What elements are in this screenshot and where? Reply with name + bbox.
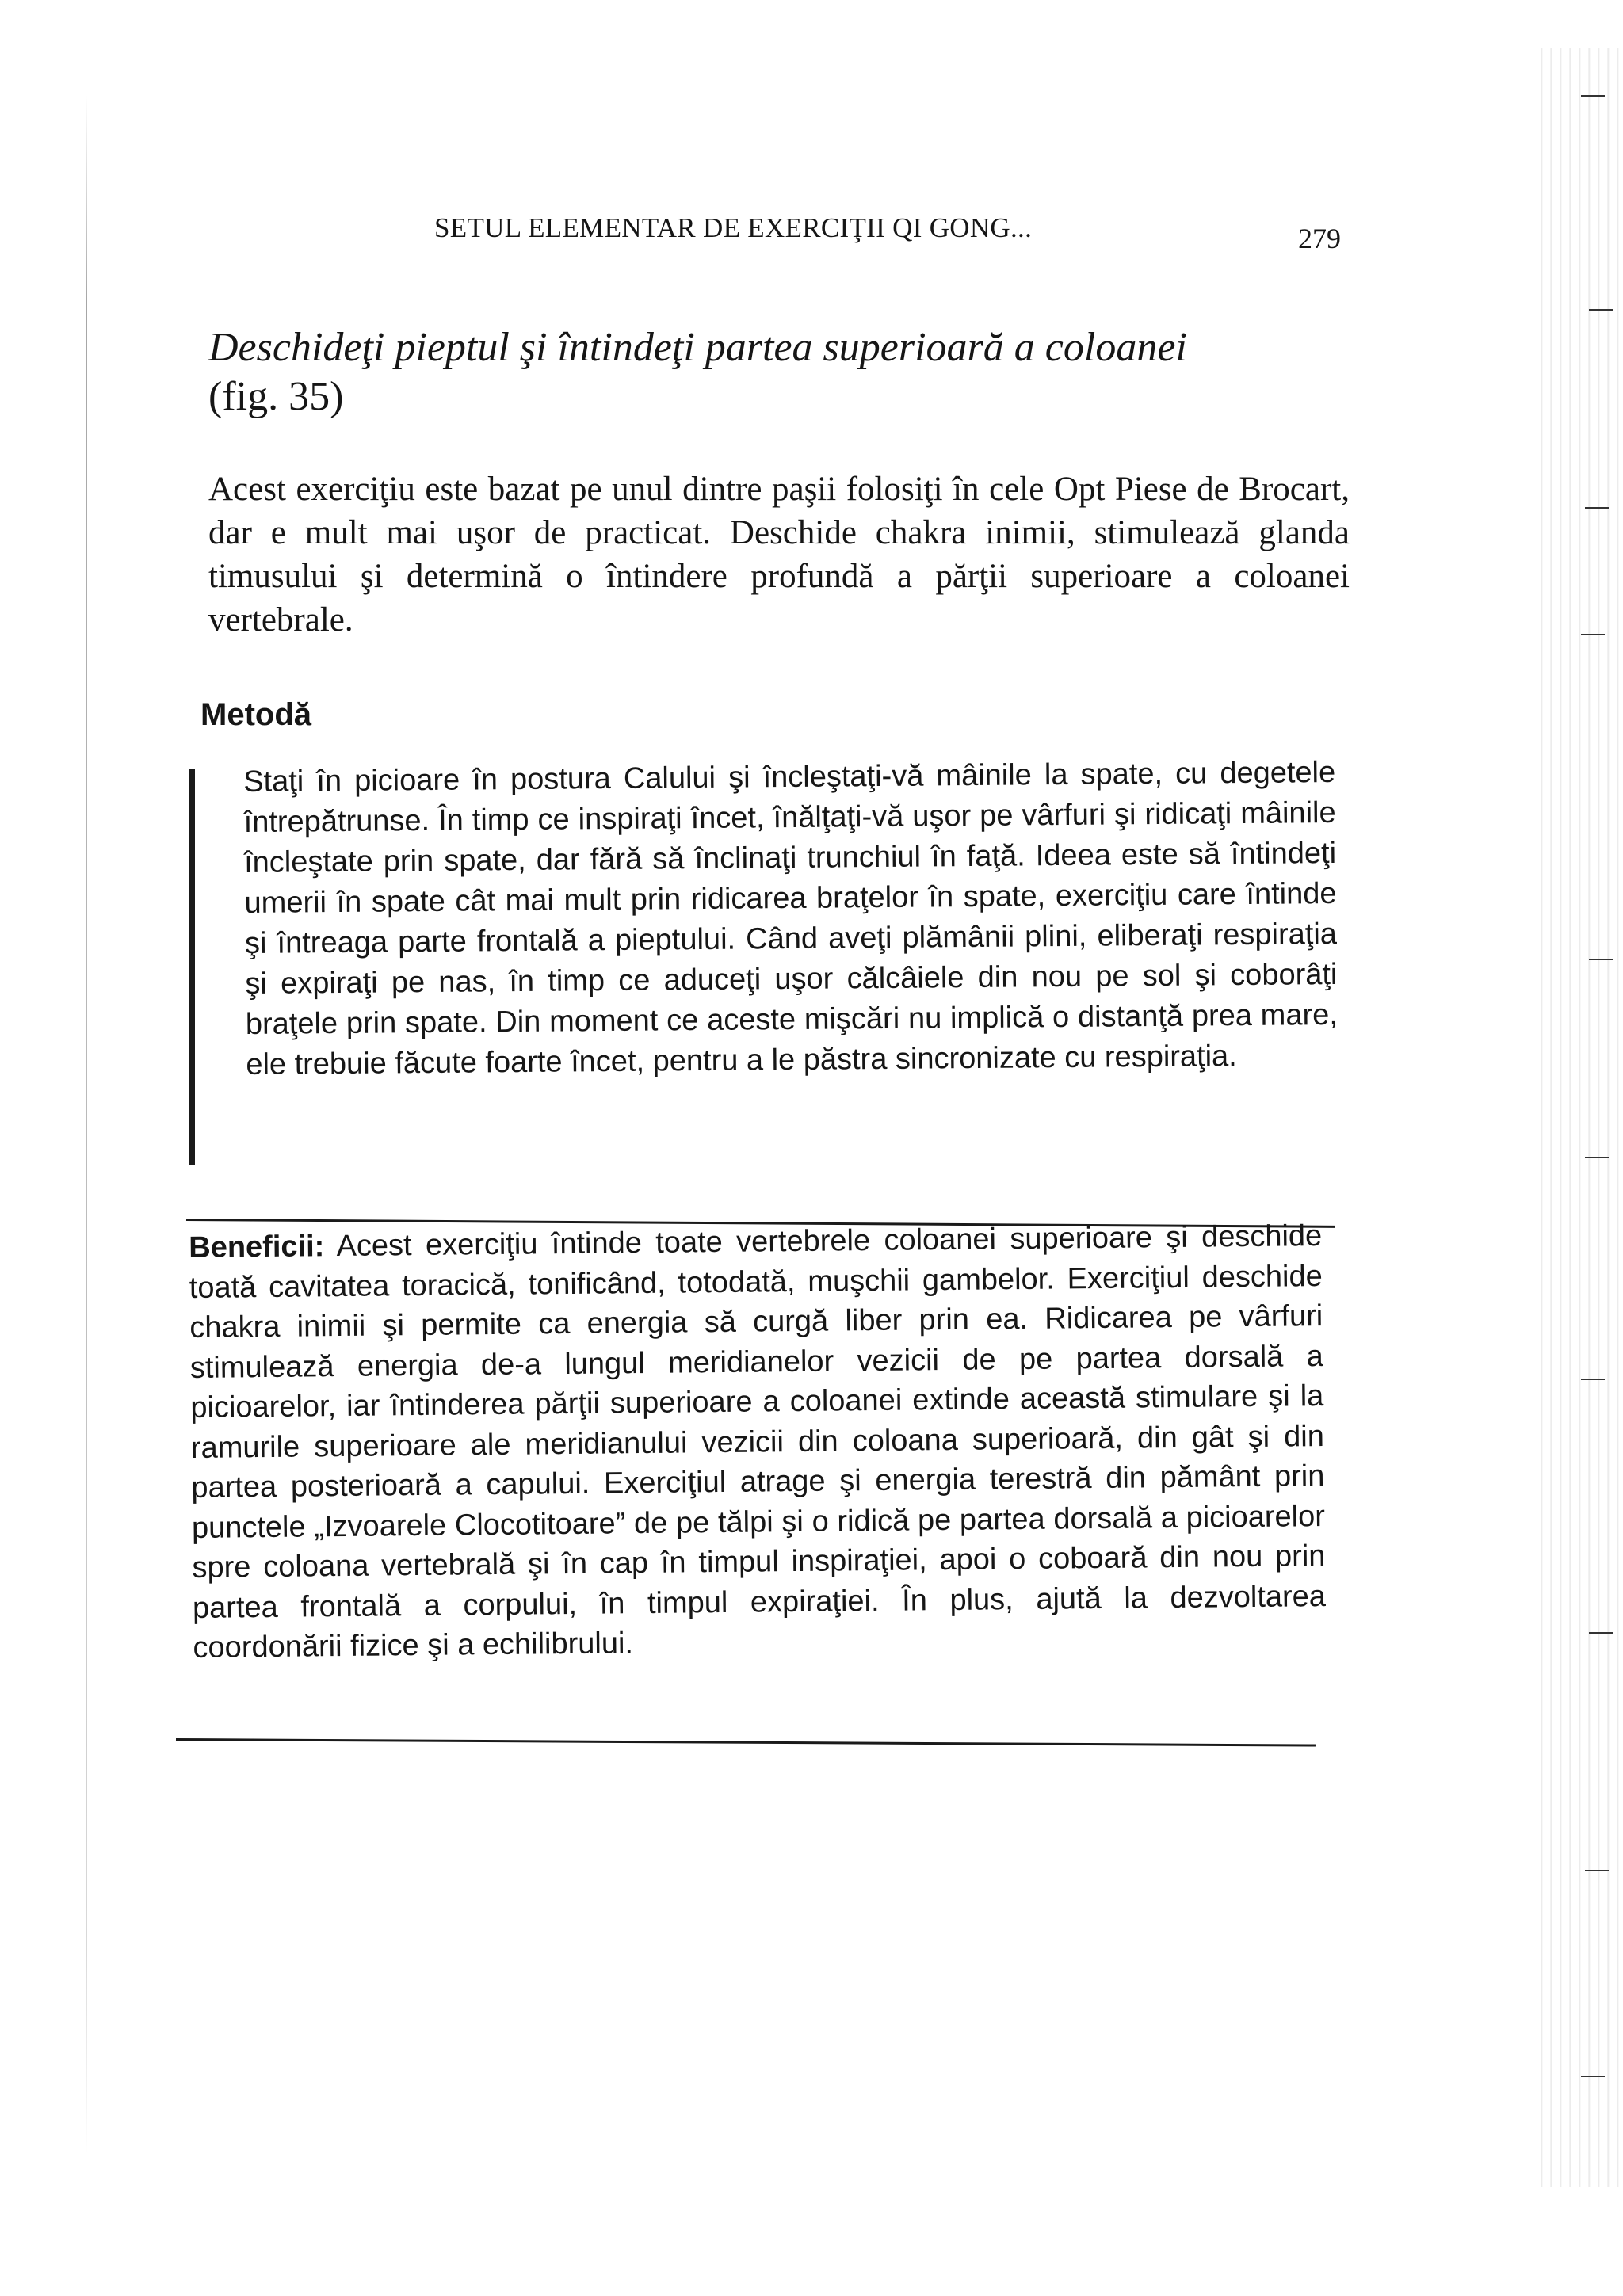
scan-left-edge (86, 95, 87, 2155)
page-edge-tick (1589, 1632, 1613, 1634)
page-edge-tick (1585, 1157, 1609, 1158)
figure-reference: (fig. 35) (208, 374, 344, 419)
exercise-title-text: Deschideţi pieptul şi întindeţi partea superioară a coloanei (208, 325, 1187, 370)
page-edge-tick (1585, 1870, 1609, 1871)
method-heading: Metodă (200, 697, 311, 732)
method-side-bar (189, 769, 195, 1165)
exercise-intro: Acest exerciţiu este bazat pe unul dintre paşii folosiţi în cele Opt Piese de Brocart, dar e mult mai uşor de practicat. Deschide chakra inimii, stimulează glanda timusului şi determină o întindere profundă a părţii superioare a coloanei vertebrale. (208, 471, 1350, 639)
page-number: 279 (1298, 223, 1341, 254)
exercise-title (208, 323, 1350, 421)
page-edge-tick (1589, 309, 1613, 311)
page-edge-tick (1581, 95, 1605, 97)
page-edge-tick (1581, 2076, 1605, 2077)
page-edge-tick (1581, 1379, 1605, 1380)
page-edge-tick (1585, 507, 1609, 509)
method-text: Staţi în picioare în postura Calului şi încleştaţi-vă mâinile la spate, cu degetele întrepătrunse. În timp ce inspiraţi încet, înălţaţi-vă uşor pe vârfuri şi ridicaţi mâinile încleştate prin spate, dar fără să înclinaţi trunchiul în faţă. Ideea este să întindeţi umerii în spate cât mai mult prin ridicarea braţelor în spate, exerciţiu care întinde şi întreaga parte frontală a pieptului. Când aveţi plămânii plini, eliberaţi respiraţia şi expiraţi pe nas, în timp ce aduceţi uşor călcâiele din nou pe sol şi coborâţi braţele prin spate. Din moment ce aceste mişcări nu implică o distanţă prea mare, ele trebuie făcute foarte încet, pentru a le păstra sincronizate cu respiraţia. (243, 755, 1338, 1081)
page-edge-tick (1589, 959, 1613, 960)
benefits-text: Acest exerciţiu întinde toate vertebrele coloanei superioare şi deschide toată cavitatea toracică, tonificând, totodată, muşchii gambelor. Exerciţiul deschide chakra inimii şi permite ca energia să curgă liber prin ea. Ridicarea pe vârfuri stimulează energia de-a lungul meridianelor vezicii de pe partea dorsală a picioarelor, iar întinderea părţii superioare a coloanei extinde această stimulare şi la ramurile superioare ale meridianului vezicii din coloana superioară, din gât şi din partea posterioară a capului. Exerciţiul atrage şi energia terestră din pământ prin punctele „Izvoarele Clocotitoare” de pe tălpi şi o ridică pe partea dorsală a picioarelor spre coloana vertebrală şi în cap în timpul inspiraţiei, apoi o coboară din nou prin partea frontală a corpului, în timpul expiraţiei. În plus, ajută la dezvoltarea coordonării fizice şi a echilibrului. (189, 1219, 1327, 1665)
scan-right-edge (1533, 48, 1621, 2187)
page-edge-tick (1581, 634, 1605, 635)
benefits-box (189, 1216, 1327, 1668)
benefits-bottom-rule (176, 1738, 1316, 1747)
benefits-label: Beneficii: (189, 1230, 325, 1264)
running-header: SETUL ELEMENTAR DE EXERCIŢII QI GONG... (434, 212, 1033, 243)
